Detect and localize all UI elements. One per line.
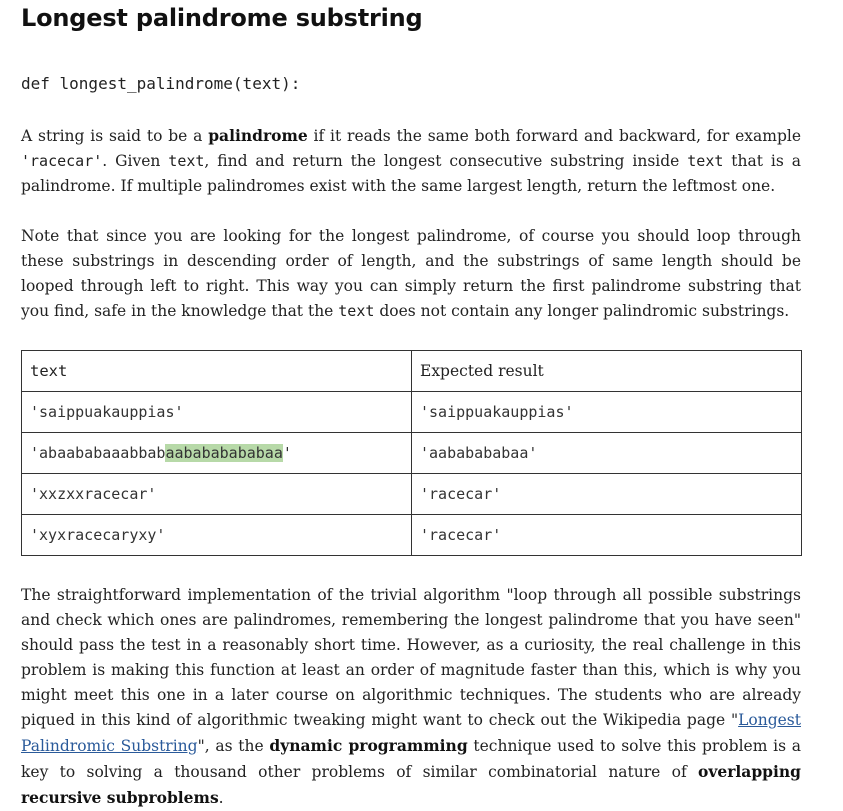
- document-page: [21, 0, 801, 811]
- table-row: [22, 515, 802, 556]
- description-paragraph: A string is said to be a palindrome if it reads the same both forward and backward, for example 'racecar'. Given text, find and return the longest consecutive substring inside text that is a palindrome. If multiple palindromes exist with the same largest length, return the leftmost one.: [21, 126, 801, 195]
- table-row: [22, 433, 802, 474]
- table-row: [22, 392, 802, 433]
- highlighted-substring: aabababababaa: [165, 444, 283, 462]
- function-signature: def longest_palindrome(text):: [21, 74, 301, 93]
- cell-input: 'saippuakauppias': [22, 392, 412, 433]
- cell-expected: 'racecar': [412, 515, 802, 556]
- cell-input: 'abaababaaabbabaabababababaa': [22, 433, 412, 474]
- cell-input: 'xyxracecaryxy': [22, 515, 412, 556]
- implementation-paragraph: The straightforward implementation of the trivial algorithm "loop through all possible substrings and check which ones are palindromes, remembering the longest palindrome that you have seen" should pass the test in a reasonably short time. However, as a curiosity, the real challenge in this problem is making this function at least an order of magnitude faster than this, which is why you might meet this one in a later course on algorithmic techniques. The students who are already piqued in this kind of algorithmic tweaking might want to check out the Wikipedia page "Longest Palindromic Substring", as the dynamic programming technique used to solve this problem is a key to solving a thousand other problems of similar combinatorial nature of overlapping recursive subproblems.: [21, 586, 801, 807]
- cell-expected: 'aababababaa': [412, 433, 802, 474]
- page-title: Longest palindrome substring: [21, 4, 423, 32]
- note-paragraph: Note that since you are looking for the longest palindrome, of course you should loop through these substrings in descending order of length, and the substrings of same length should be looped through left to right. This way you can simply return the first palindrome substring that you find, safe in the knowledge that the text does not contain any longer palindromic substrings.: [21, 227, 801, 320]
- table-row: [22, 474, 802, 515]
- column-header-text: text: [22, 351, 412, 392]
- wikipedia-link[interactable]: Longest Palindromic Substring: [21, 711, 801, 755]
- column-header-expected: Expected result: [412, 351, 802, 392]
- table-header-row: [22, 351, 802, 392]
- cell-expected: 'saippuakauppias': [412, 392, 802, 433]
- cell-input: 'xxzxxracecar': [22, 474, 412, 515]
- cell-expected: 'racecar': [412, 474, 802, 515]
- test-cases-table: [21, 350, 802, 556]
